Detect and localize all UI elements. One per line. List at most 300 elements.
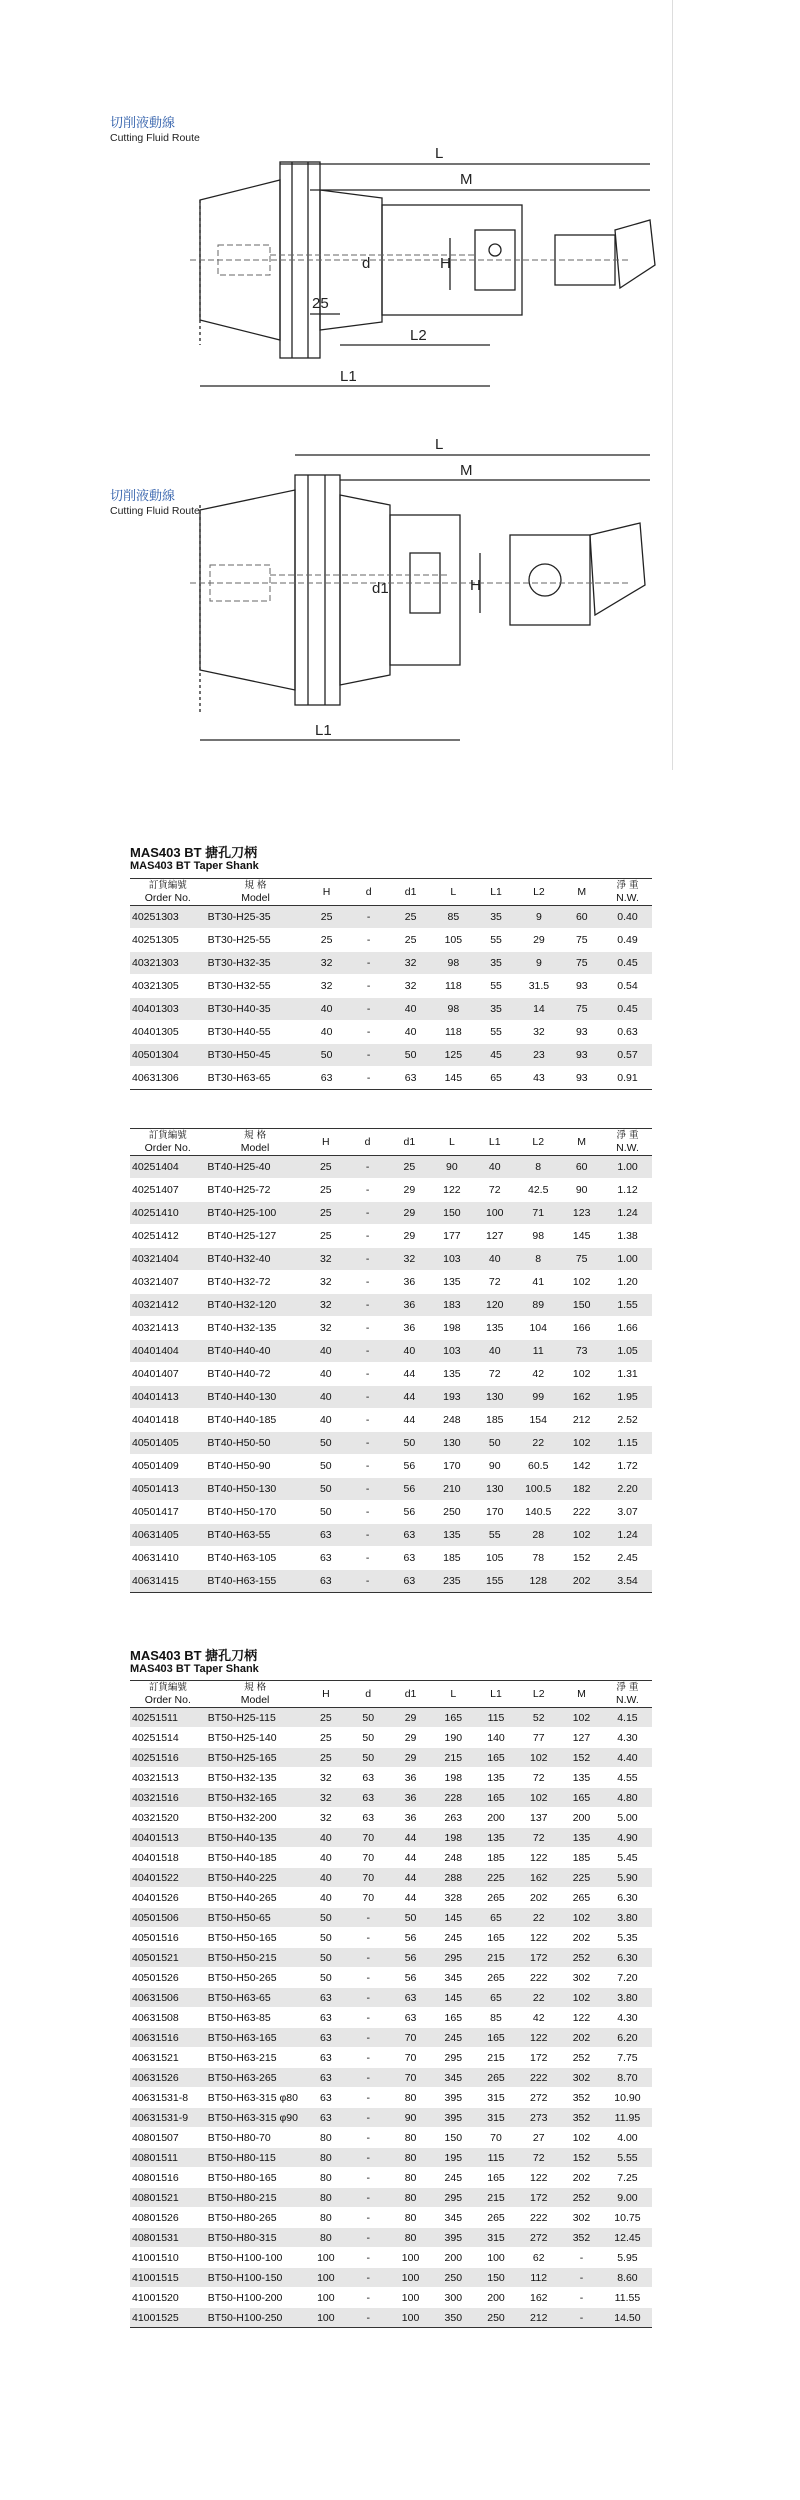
cell-order-no: 40401305 <box>130 1021 206 1044</box>
cell-nw: 4.55 <box>603 1768 652 1788</box>
cell-order-no: 40251404 <box>130 1156 205 1179</box>
cell-l1: 165 <box>475 1928 518 1948</box>
cell-d1: 32 <box>389 952 431 975</box>
table-row <box>130 1455 652 1478</box>
cell-h: 50 <box>305 1478 347 1501</box>
cell-d: 63 <box>347 1808 389 1828</box>
cell-order-no: 40501506 <box>130 1908 206 1928</box>
table-row <box>130 1848 652 1868</box>
cell-m: 252 <box>560 2188 603 2208</box>
cell-model: BT40-H25-100 <box>205 1202 304 1225</box>
table-row <box>130 1728 652 1748</box>
table-row <box>130 1501 652 1524</box>
cell-m: 225 <box>560 1868 603 1888</box>
cell-order-no: 40801516 <box>130 2168 206 2188</box>
dim-H: H <box>440 255 451 272</box>
cell-model: BT50-H80-215 <box>206 2188 305 2208</box>
cell-d: - <box>347 2248 389 2268</box>
cell-d1: 40 <box>389 998 431 1021</box>
cell-l1: 50 <box>473 1432 516 1455</box>
cell-order-no: 40251516 <box>130 1748 206 1768</box>
cell-d: - <box>347 1908 389 1928</box>
table-row <box>130 1340 652 1363</box>
cell-l: 165 <box>432 2008 475 2028</box>
cell-order-no: 40401303 <box>130 998 206 1021</box>
cell-m: 93 <box>561 1067 603 1090</box>
cell-l1: 200 <box>475 2288 518 2308</box>
cell-l1: 35 <box>475 906 517 929</box>
cell-d1: 70 <box>389 2068 432 2088</box>
cell-nw: 4.15 <box>603 1708 652 1728</box>
table-row <box>130 2288 652 2308</box>
table-row <box>130 1067 652 1090</box>
cell-model: BT40-H32-40 <box>205 1248 304 1271</box>
cutting-fluid-route-en-1: Cutting Fluid Route <box>110 132 200 144</box>
cell-nw: 1.05 <box>603 1340 652 1363</box>
cell-nw: 6.20 <box>603 2028 652 2048</box>
cell-l1: 100 <box>475 2248 518 2268</box>
cell-m: 102 <box>560 1708 603 1728</box>
cell-h: 40 <box>305 1021 347 1044</box>
cell-order-no: 40801511 <box>130 2148 206 2168</box>
cell-d1: 44 <box>389 1848 432 1868</box>
cell-order-no: 40801526 <box>130 2208 206 2228</box>
cell-l: 145 <box>432 1988 475 2008</box>
cell-l1: 115 <box>475 1708 518 1728</box>
dim2-L: L <box>435 436 444 453</box>
cell-d1: 80 <box>389 2128 432 2148</box>
cell-l1: 120 <box>473 1294 516 1317</box>
cell-d: - <box>347 1432 388 1455</box>
cell-order-no: 40631410 <box>130 1547 205 1570</box>
cell-m: 123 <box>560 1202 603 1225</box>
cell-d1: 44 <box>388 1363 430 1386</box>
cell-l1: 35 <box>475 952 517 975</box>
cell-h: 50 <box>305 1948 348 1968</box>
cell-d1: 63 <box>389 2008 432 2028</box>
cell-m: 102 <box>560 1271 603 1294</box>
cell-h: 80 <box>305 2168 348 2188</box>
cell-h: 100 <box>305 2288 348 2308</box>
cell-l: 98 <box>432 952 475 975</box>
cell-model: BT50-H32-165 <box>206 1788 305 1808</box>
cell-nw: 11.95 <box>603 2108 652 2128</box>
cell-h: 32 <box>305 1271 347 1294</box>
table-row <box>130 2068 652 2088</box>
cell-l1: 55 <box>475 975 517 998</box>
cell-order-no: 41001510 <box>130 2248 206 2268</box>
cell-l1: 105 <box>473 1547 516 1570</box>
cell-h: 63 <box>305 2108 348 2128</box>
cell-model: BT50-H100-100 <box>206 2248 305 2268</box>
cell-order-no: 40401407 <box>130 1363 205 1386</box>
cell-l2: 52 <box>517 1708 560 1728</box>
cell-d1: 80 <box>389 2088 432 2108</box>
cell-model: BT50-H50-265 <box>206 1968 305 1988</box>
section-subtitle-2: MAS403 BT Taper Shank <box>130 1663 259 1675</box>
cell-l: 250 <box>432 2268 475 2288</box>
cell-l1: 127 <box>473 1225 516 1248</box>
cell-nw: 5.35 <box>603 1928 652 1948</box>
cell-order-no: 40801507 <box>130 2128 206 2148</box>
cell-m: 90 <box>560 1179 603 1202</box>
cell-l1: 265 <box>475 2068 518 2088</box>
cell-l: 198 <box>432 1828 475 1848</box>
cell-l2: 212 <box>517 2308 560 2328</box>
cell-l: 245 <box>432 2028 475 2048</box>
cell-model: BT50-H50-215 <box>206 1948 305 1968</box>
cell-h: 63 <box>305 2048 348 2068</box>
cell-nw: 0.45 <box>603 952 652 975</box>
cell-h: 25 <box>305 929 347 952</box>
cell-l1: 265 <box>475 1968 518 1988</box>
cell-order-no: 40801521 <box>130 2188 206 2208</box>
cell-d1: 29 <box>388 1179 430 1202</box>
cell-order-no: 40631531-8 <box>130 2088 206 2108</box>
cell-h: 25 <box>305 1708 348 1728</box>
cell-l2: 122 <box>517 1848 560 1868</box>
cell-d1: 29 <box>388 1202 430 1225</box>
cell-l2: 42.5 <box>516 1179 560 1202</box>
cell-order-no: 40251412 <box>130 1225 205 1248</box>
cell-l2: 72 <box>517 1828 560 1848</box>
table-row <box>130 2228 652 2248</box>
cell-l2: 11 <box>516 1340 560 1363</box>
cell-d1: 63 <box>389 1067 431 1090</box>
header-l2: L2 <box>517 879 560 906</box>
cell-d1: 44 <box>389 1828 432 1848</box>
cell-l1: 115 <box>475 2148 518 2168</box>
header-model-en: Model <box>240 1694 270 1706</box>
cell-d1: 70 <box>389 2048 432 2068</box>
cell-d1: 56 <box>389 1968 432 1988</box>
cell-order-no: 40321516 <box>130 1788 206 1808</box>
cell-d: - <box>347 1409 388 1432</box>
dim-L: L <box>435 145 444 162</box>
cell-l: 103 <box>430 1340 473 1363</box>
table-row <box>130 2248 652 2268</box>
cell-model: BT30-H25-55 <box>206 929 306 952</box>
cell-nw: 4.30 <box>603 1728 652 1748</box>
cell-d: 63 <box>347 1768 389 1788</box>
cell-h: 32 <box>305 1768 348 1788</box>
cell-l1: 35 <box>475 998 517 1021</box>
header-model-cn: 規 格 <box>244 1682 267 1693</box>
cell-h: 32 <box>305 1788 348 1808</box>
cell-d: - <box>347 1524 388 1547</box>
spec-table-bt40 <box>130 1128 652 1593</box>
section-title-1: MAS403 BT 搪孔刀柄 <box>130 845 258 860</box>
cell-order-no: 40401522 <box>130 1868 206 1888</box>
cell-d: - <box>347 1547 388 1570</box>
table-row <box>130 975 652 998</box>
cell-d: - <box>347 1248 388 1271</box>
cell-l1: 55 <box>475 1021 517 1044</box>
table-row <box>130 2268 652 2288</box>
cell-d: - <box>347 2308 389 2328</box>
cell-order-no: 40251514 <box>130 1728 206 1748</box>
cell-nw: 7.75 <box>603 2048 652 2068</box>
cell-h: 32 <box>305 1294 347 1317</box>
cell-nw: 5.90 <box>603 1868 652 1888</box>
header-l: L <box>432 879 475 906</box>
cell-model: BT50-H80-115 <box>206 2148 305 2168</box>
cell-l2: 32 <box>517 1021 560 1044</box>
table-row <box>130 2108 652 2128</box>
cell-nw: 1.72 <box>603 1455 652 1478</box>
dim-L1: L1 <box>340 368 357 385</box>
cell-d1: 25 <box>388 1156 430 1179</box>
cell-l2: 14 <box>517 998 560 1021</box>
cell-l1: 215 <box>475 2188 518 2208</box>
cell-d: - <box>348 906 390 929</box>
cell-nw: 11.55 <box>603 2288 652 2308</box>
cell-l1: 165 <box>475 1748 518 1768</box>
cell-order-no: 40631508 <box>130 2008 206 2028</box>
cell-l1: 135 <box>475 1828 518 1848</box>
cell-l2: 272 <box>517 2228 560 2248</box>
cell-nw: 1.38 <box>603 1225 652 1248</box>
cell-d: - <box>347 1928 389 1948</box>
cell-nw: 2.52 <box>603 1409 652 1432</box>
cell-l1: 135 <box>475 1768 518 1788</box>
cell-d: - <box>347 1948 389 1968</box>
cell-order-no: 40321413 <box>130 1317 205 1340</box>
cutting-fluid-route-en-2: Cutting Fluid Route <box>110 505 200 517</box>
cell-l2: 60.5 <box>516 1455 560 1478</box>
cell-order-no: 40321407 <box>130 1271 205 1294</box>
cell-l1: 315 <box>475 2088 518 2108</box>
dim-d: d <box>362 255 371 272</box>
table-header <box>130 1129 652 1156</box>
cell-l1: 165 <box>475 2168 518 2188</box>
cell-nw: 12.45 <box>603 2228 652 2248</box>
cell-m: 145 <box>560 1225 603 1248</box>
cell-model: BT30-H25-35 <box>206 906 306 929</box>
cell-l2: 104 <box>516 1317 560 1340</box>
cell-l: 185 <box>430 1547 473 1570</box>
cell-nw: 1.66 <box>603 1317 652 1340</box>
cell-h: 50 <box>305 1455 347 1478</box>
header-nw-cn: 淨 重 <box>616 1130 639 1141</box>
cell-m: 302 <box>560 2208 603 2228</box>
cell-m: - <box>560 2268 603 2288</box>
cell-order-no: 41001520 <box>130 2288 206 2308</box>
cell-d: - <box>347 2208 389 2228</box>
cell-m: 93 <box>561 1044 603 1067</box>
cell-d: 63 <box>347 1788 389 1808</box>
table-row <box>130 1570 652 1593</box>
cell-order-no: 40501304 <box>130 1044 206 1067</box>
cell-model: BT40-H63-105 <box>205 1547 304 1570</box>
cell-l2: 122 <box>517 2168 560 2188</box>
cell-h: 63 <box>305 2008 348 2028</box>
cell-d: 70 <box>347 1848 389 1868</box>
cell-m: 252 <box>560 1948 603 1968</box>
cell-l: 200 <box>432 2248 475 2268</box>
cell-h: 40 <box>305 1848 348 1868</box>
cell-d1: 25 <box>389 906 431 929</box>
cell-l2: 162 <box>517 2288 560 2308</box>
header-nw-en: N.W. <box>616 892 639 904</box>
cell-d: 70 <box>347 1888 389 1908</box>
table-row <box>130 1478 652 1501</box>
header-order-no-en: Order No. <box>144 1142 191 1154</box>
cell-nw: 2.20 <box>603 1478 652 1501</box>
cell-h: 32 <box>305 1317 347 1340</box>
cell-d: - <box>347 1455 388 1478</box>
cell-model: BT50-H63-165 <box>206 2028 305 2048</box>
cell-nw: 4.40 <box>603 1748 652 1768</box>
header-order-no <box>130 1681 206 1708</box>
cell-model: BT50-H100-250 <box>206 2308 305 2328</box>
cell-l1: 315 <box>475 2228 518 2248</box>
cell-l2: 172 <box>517 2048 560 2068</box>
cell-d: - <box>347 2268 389 2288</box>
cell-nw: 3.07 <box>603 1501 652 1524</box>
cell-d1: 50 <box>389 1044 431 1067</box>
cell-l: 288 <box>432 1868 475 1888</box>
cell-order-no: 40401413 <box>130 1386 205 1409</box>
cell-l: 198 <box>430 1317 473 1340</box>
cell-d: - <box>347 1570 388 1593</box>
cell-model: BT40-H40-185 <box>205 1409 304 1432</box>
header-model <box>206 1681 305 1708</box>
cell-h: 50 <box>305 1928 348 1948</box>
cell-order-no: 40631306 <box>130 1067 206 1090</box>
cell-order-no: 40321513 <box>130 1768 206 1788</box>
cell-l: 263 <box>432 1808 475 1828</box>
header-model <box>205 1129 304 1156</box>
cell-model: BT40-H25-40 <box>205 1156 304 1179</box>
cell-d: - <box>348 1044 390 1067</box>
cell-d1: 50 <box>389 1908 432 1928</box>
table-row <box>130 1988 652 2008</box>
cell-m: 202 <box>560 2028 603 2048</box>
cell-d1: 63 <box>388 1570 430 1593</box>
table-row <box>130 929 652 952</box>
cell-m: 202 <box>560 1928 603 1948</box>
cell-m: 222 <box>560 1501 603 1524</box>
cell-l2: 122 <box>517 2028 560 2048</box>
cell-l1: 200 <box>475 1808 518 1828</box>
cell-m: 102 <box>560 2128 603 2148</box>
cell-d1: 56 <box>388 1455 430 1478</box>
cell-m: 162 <box>560 1386 603 1409</box>
table-row <box>130 1788 652 1808</box>
cell-l: 135 <box>430 1524 473 1547</box>
cell-l: 118 <box>432 975 475 998</box>
cell-nw: 2.45 <box>603 1547 652 1570</box>
cell-l: 215 <box>432 1748 475 1768</box>
cell-l2: 72 <box>517 1768 560 1788</box>
cell-l1: 315 <box>475 2108 518 2128</box>
cell-nw: 1.00 <box>603 1248 652 1271</box>
cell-l1: 165 <box>475 2028 518 2048</box>
cell-l2: 102 <box>517 1788 560 1808</box>
cell-l1: 65 <box>475 1988 518 2008</box>
cell-d: - <box>347 1968 389 1988</box>
cell-l: 350 <box>432 2308 475 2328</box>
header-order-no-en: Order No. <box>144 892 191 904</box>
cell-m: 152 <box>560 2148 603 2168</box>
cell-d: - <box>347 2168 389 2188</box>
cell-l1: 135 <box>473 1317 516 1340</box>
header-m: M <box>560 1681 603 1708</box>
table-row <box>130 1888 652 1908</box>
table-row <box>130 2128 652 2148</box>
cell-order-no: 40501409 <box>130 1455 205 1478</box>
cell-model: BT30-H50-45 <box>206 1044 306 1067</box>
cell-d: - <box>347 1478 388 1501</box>
table-row <box>130 2088 652 2108</box>
dim2-H: H <box>470 577 481 594</box>
cell-model: BT50-H50-165 <box>206 1928 305 1948</box>
cell-order-no: 40501405 <box>130 1432 205 1455</box>
cell-l2: 23 <box>517 1044 560 1067</box>
cell-m: 127 <box>560 1728 603 1748</box>
cell-m: 166 <box>560 1317 603 1340</box>
cell-order-no: 40321412 <box>130 1294 205 1317</box>
cell-m: 142 <box>560 1455 603 1478</box>
cell-m: - <box>560 2308 603 2328</box>
cell-h: 32 <box>305 1808 348 1828</box>
cell-order-no: 40321404 <box>130 1248 205 1271</box>
cell-l1: 40 <box>473 1156 516 1179</box>
cell-model: BT50-H80-70 <box>206 2128 305 2148</box>
cell-d: 70 <box>347 1868 389 1888</box>
cell-d: - <box>347 1363 388 1386</box>
cell-model: BT40-H32-135 <box>205 1317 304 1340</box>
cell-l: 395 <box>432 2088 475 2108</box>
cell-model: BT40-H50-170 <box>205 1501 304 1524</box>
table-row <box>130 952 652 975</box>
cell-d1: 40 <box>388 1340 430 1363</box>
section-title-2: MAS403 BT 搪孔刀柄 <box>130 1648 258 1663</box>
cell-l1: 265 <box>475 1888 518 1908</box>
page-divider <box>672 0 673 770</box>
cell-h: 100 <box>305 2308 348 2328</box>
header-l2: L2 <box>516 1129 560 1156</box>
cell-l1: 185 <box>473 1409 516 1432</box>
cell-m: 102 <box>560 1432 603 1455</box>
cell-order-no: 40251410 <box>130 1202 205 1225</box>
cell-h: 63 <box>305 2068 348 2088</box>
cell-h: 63 <box>305 2028 348 2048</box>
cell-h: 100 <box>305 2268 348 2288</box>
cell-d1: 80 <box>389 2168 432 2188</box>
cell-h: 32 <box>305 975 347 998</box>
cell-d: - <box>348 998 390 1021</box>
table-row <box>130 1271 652 1294</box>
cell-model: BT50-H25-115 <box>206 1708 305 1728</box>
cell-d1: 70 <box>389 2028 432 2048</box>
cell-d: - <box>347 2068 389 2088</box>
cell-nw: 4.80 <box>603 1788 652 1808</box>
cell-d1: 100 <box>389 2248 432 2268</box>
cell-d1: 56 <box>388 1478 430 1501</box>
cell-d1: 44 <box>389 1868 432 1888</box>
table-row <box>130 1225 652 1248</box>
cell-l: 198 <box>432 1768 475 1788</box>
cell-m: 60 <box>560 1156 603 1179</box>
cell-l: 145 <box>432 1908 475 1928</box>
cell-d: - <box>347 2088 389 2108</box>
cell-d1: 29 <box>388 1225 430 1248</box>
header-nw-en: N.W. <box>616 1694 639 1706</box>
cell-l2: 128 <box>516 1570 560 1593</box>
cell-h: 80 <box>305 2208 348 2228</box>
